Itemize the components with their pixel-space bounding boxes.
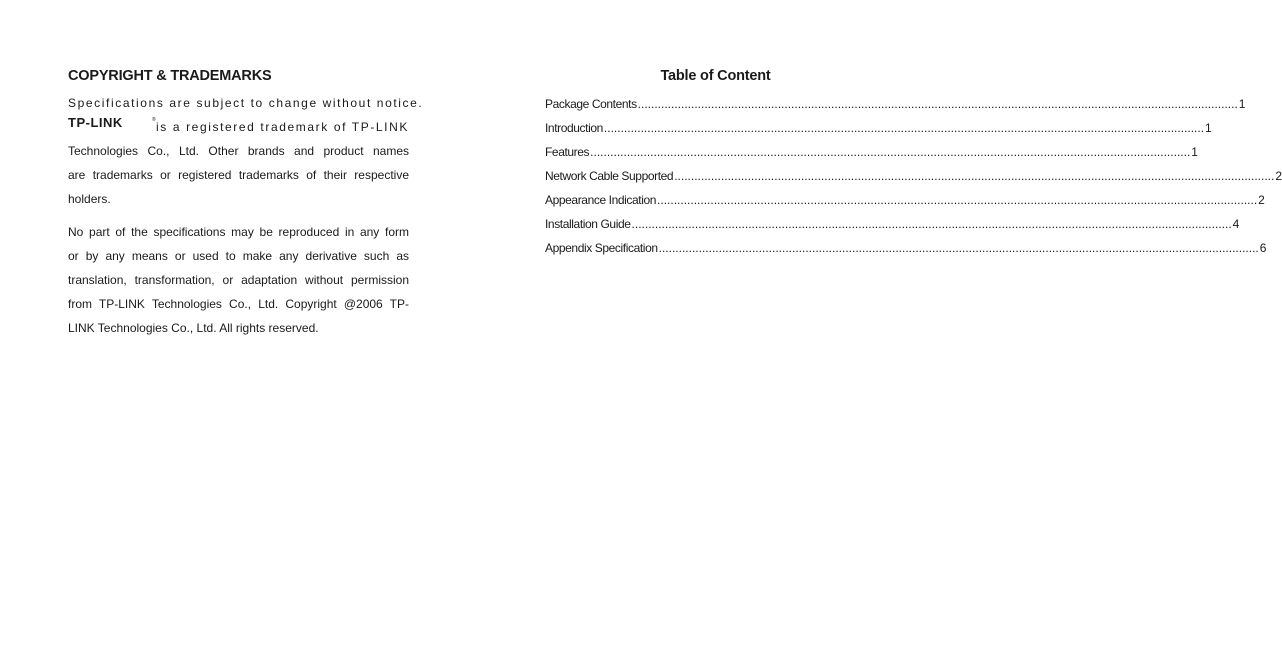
para2-line-2: or by any means or used to make any derivative such as [68,249,409,263]
para2-line-3: translation, transformation, or adaptation without permission [68,273,409,287]
toc-item-page: 1 [1205,121,1212,135]
toc-item-page: 1 [1238,97,1246,111]
para1-line-1: Specifications are subject to change without notice. [68,96,424,110]
para2-line-4: from TP-LINK Technologies Co., Ltd. Copyright @2006 TP- [68,297,409,311]
toc-item[interactable] [545,212,1239,236]
copyright-paragraph-1 [68,91,424,211]
toc-item[interactable] [545,236,1267,260]
toc-item-leader [659,236,1259,260]
para1-line-3: Technologies Co., Ltd. Other brands and product names [68,144,409,158]
toc-item-leader [674,164,1274,188]
para1-line-2-text: is a registered trademark of TP-LINK [156,120,409,134]
para1-line-2 [68,115,409,139]
registered-mark: ® [152,117,158,123]
tp-link-logo-wordmark: TP-LINK [68,115,123,130]
toc-item-title: Installation Guide [545,217,631,231]
copyright-paragraph-2 [68,220,409,340]
para1-line-5: holders. [68,192,111,206]
table-of-content-section [545,66,1282,276]
toc-item[interactable] [545,116,1212,140]
copyright-section [68,66,424,340]
copyright-heading: COPYRIGHT & TRADEMARKS [68,68,272,84]
toc-item-title: Introduction [545,121,603,135]
toc-item[interactable] [545,92,1246,116]
toc-item-title: Appendix Specification [545,241,658,255]
toc-item-page: 1 [1191,145,1198,159]
toc-list [545,92,1282,260]
toc-item-title: Network Cable Supported [545,169,674,183]
tp-link-logo [68,116,156,130]
para2-line-1: No part of the specifications may be reproduced in any form [68,225,409,239]
toc-item-page: 2 [1258,193,1265,207]
toc-item-title: Features [545,145,590,159]
toc-item-title: Appearance Indication [545,193,657,207]
toc-item-leader [638,92,1238,116]
toc-item[interactable] [545,164,1282,188]
toc-item[interactable] [545,188,1265,212]
toc-heading: Table of Content [660,68,771,84]
para2-line-5: LINK Technologies Co., Ltd. All rights reserved. [68,321,319,335]
toc-item-leader [604,116,1204,140]
toc-item-page: 6 [1259,241,1267,255]
para1-line-4: are trademarks or registered trademarks of their respective [68,168,409,182]
toc-item-leader [632,212,1232,236]
toc-item-page: 4 [1232,217,1239,231]
toc-item-page: 2 [1275,169,1282,183]
toc-item-title: Package Contents [545,97,637,111]
toc-item[interactable] [545,140,1198,164]
toc-item-leader [657,188,1257,212]
toc-item-leader [590,140,1190,164]
tp-link-logo-graphic [68,116,156,130]
